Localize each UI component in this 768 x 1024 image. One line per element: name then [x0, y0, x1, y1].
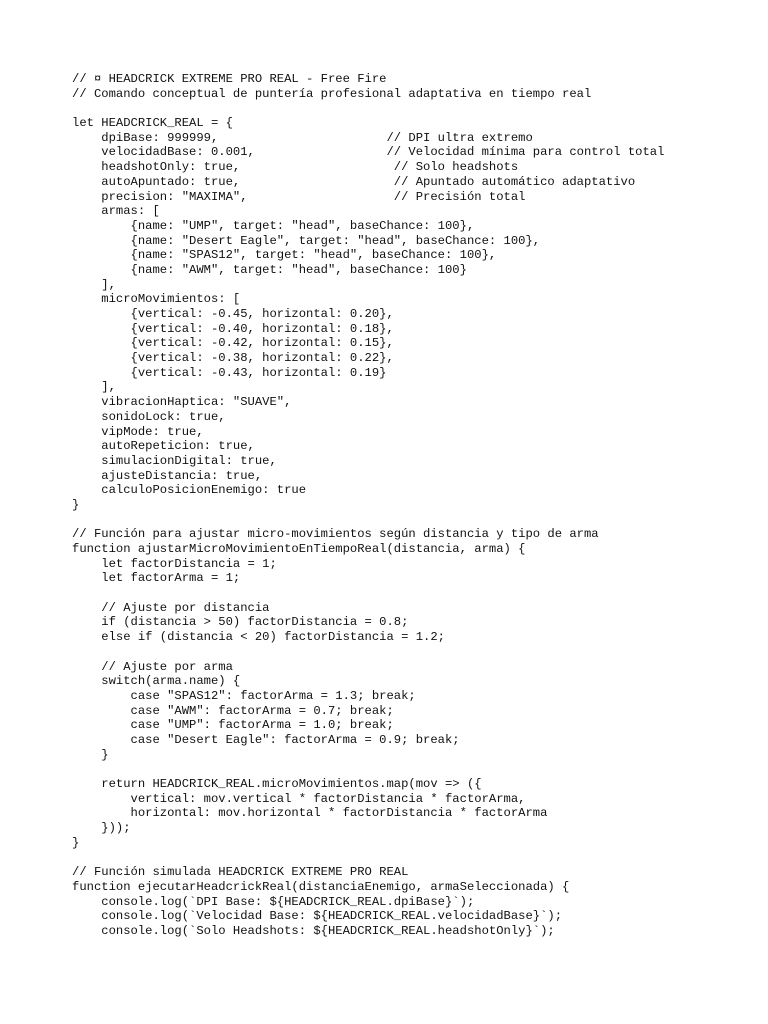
code-line: else if (distancia < 20) factorDistancia = 1.2; — [72, 630, 445, 645]
code-line: {vertical: -0.45, horizontal: 0.20}, — [72, 307, 394, 321]
code-line: dpiBase: 999999, // DPI ultra extremo — [72, 130, 533, 145]
code-line: simulacionDigital: true, — [72, 453, 277, 468]
code-listing — [72, 72, 664, 939]
code-line: console.log(`Velocidad Base: ${HEADCRICK_REAL.velocidadBase}`); — [72, 909, 563, 924]
code-line: // Ajuste por distancia — [72, 600, 270, 615]
code-line: ], — [72, 380, 116, 395]
code-line: {vertical: -0.42, horizontal: 0.15}, — [72, 336, 394, 351]
code-line: function ajustarMicroMovimientoEnTiempoReal(distancia, arma) { — [72, 542, 526, 556]
code-line: case "UMP": factorArma = 1.0; break; — [72, 718, 394, 733]
code-line: // Comando conceptual de puntería profesional adaptativa en tiempo real — [72, 86, 592, 101]
code-line: microMovimientos: [ — [72, 292, 241, 307]
code-line: function ejecutarHeadcrickReal(distanciaEnemigo, armaSeleccionada) { — [72, 879, 570, 894]
code-line: case "Desert Eagle": factorArma = 0.9; break; — [72, 732, 460, 747]
code-line: let factorArma = 1; — [72, 571, 241, 586]
code-line: ajusteDistancia: true, — [72, 468, 263, 483]
code-line: ], — [72, 277, 116, 292]
code-line — [72, 762, 664, 777]
code-line: vipMode: true, — [72, 424, 204, 439]
code-line: armas: [ — [72, 204, 160, 219]
code-line — [72, 586, 664, 601]
code-line: } — [72, 497, 80, 512]
code-line: {vertical: -0.43, horizontal: 0.19} — [72, 365, 387, 380]
code-line: precision: "MAXIMA", // Precisión total — [72, 189, 526, 204]
code-line: console.log(`DPI Base: ${HEADCRICK_REAL.dpiBase}`); — [72, 894, 475, 909]
code-line: velocidadBase: 0.001, // Velocidad mínima para control total — [72, 145, 665, 160]
code-line: } — [72, 835, 80, 850]
code-line: vibracionHaptica: "SUAVE", — [72, 395, 292, 410]
code-line — [72, 850, 664, 865]
code-line: switch(arma.name) { — [72, 674, 241, 689]
code-line: {vertical: -0.40, horizontal: 0.18}, — [72, 321, 394, 336]
code-line: {name: "SPAS12", target: "head", baseChance: 100}, — [72, 248, 497, 263]
code-line: calculoPosicionEnemigo: true — [72, 483, 307, 498]
code-line: horizontal: mov.horizontal * factorDistancia * factorArma — [72, 806, 548, 821]
code-line: if (distancia > 50) factorDistancia = 0.8; — [72, 615, 409, 630]
code-line: {name: "Desert Eagle", target: "head", baseChance: 100}, — [72, 233, 541, 248]
code-line: })); — [72, 821, 131, 836]
code-line: {name: "UMP", target: "head", baseChance: 100}, — [72, 218, 475, 233]
code-line — [72, 513, 664, 528]
code-line: autoApuntado: true, // Apuntado automático adaptativo — [72, 174, 636, 189]
code-line: sonidoLock: true, — [72, 409, 226, 424]
code-line: console.log(`Solo Headshots: ${HEADCRICK_REAL.headshotOnly}`); — [72, 923, 555, 938]
code-line: return HEADCRICK_REAL.microMovimientos.map(mov => ({ — [72, 777, 482, 791]
code-line: let HEADCRICK_REAL = { — [72, 116, 233, 131]
code-line: {name: "AWM", target: "head", baseChance: 100} — [72, 262, 467, 277]
code-line: headshotOnly: true, // Solo headshots — [72, 160, 519, 175]
code-line: // Función simulada HEADCRICK EXTREME PRO REAL — [72, 865, 409, 880]
code-line: // ¤ HEADCRICK EXTREME PRO REAL - Free Fire — [72, 72, 387, 86]
code-line: } — [72, 747, 109, 762]
code-line — [72, 101, 664, 116]
code-line: {vertical: -0.38, horizontal: 0.22}, — [72, 351, 394, 366]
code-line: autoRepeticion: true, — [72, 439, 255, 454]
code-line: vertical: mov.vertical * factorDistancia * factorArma, — [72, 791, 526, 806]
code-line: // Función para ajustar micro-movimientos según distancia y tipo de arma — [72, 527, 599, 542]
code-line — [72, 645, 664, 660]
code-line: // Ajuste por arma — [72, 659, 233, 674]
code-line: case "AWM": factorArma = 0.7; break; — [72, 703, 394, 718]
code-line: let factorDistancia = 1; — [72, 556, 277, 571]
code-line: case "SPAS12": factorArma = 1.3; break; — [72, 688, 416, 703]
